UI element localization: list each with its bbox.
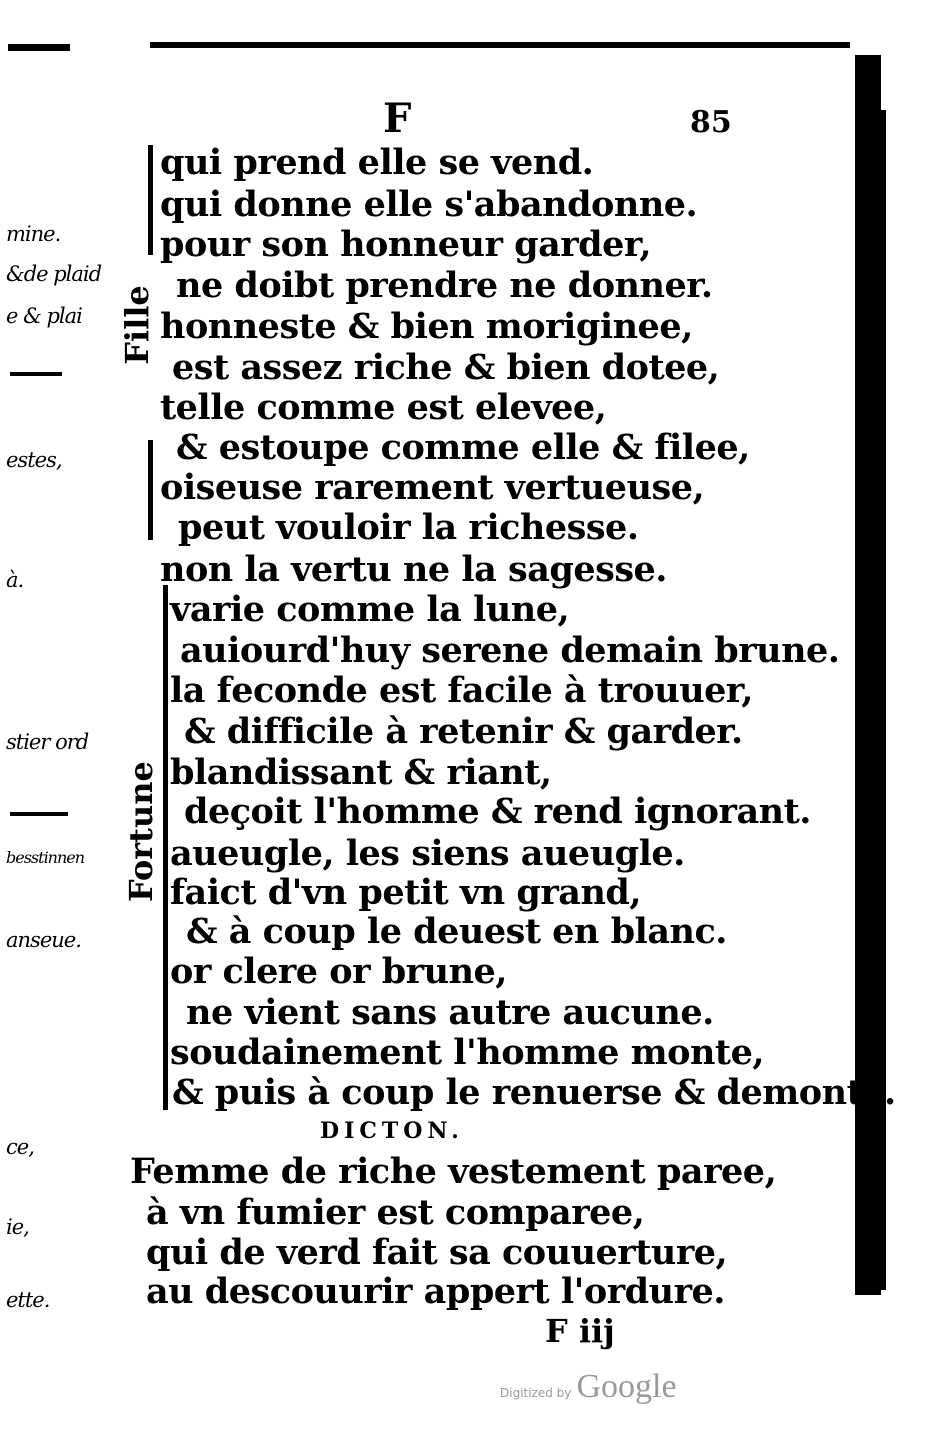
dicton-line: Femme de riche vestement paree, xyxy=(130,1151,777,1192)
left-margin-fragment: anseue. xyxy=(6,928,81,952)
scan-right-edge-inner xyxy=(880,110,886,1290)
verse-line: & estoupe comme elle & filee, xyxy=(176,427,750,468)
verse-line: deçoit l'homme & rend ignorant. xyxy=(184,791,811,832)
verse-line: honneste & bien moriginee, xyxy=(160,306,693,347)
verse-line: faict d'vn petit vn grand, xyxy=(170,872,642,913)
google-logo: Google xyxy=(576,1368,677,1405)
verse-line: la feconde est facile à trouuer, xyxy=(170,670,753,711)
page-number: 85 xyxy=(690,105,732,140)
dicton-line: au descouurir appert l'ordure. xyxy=(146,1271,725,1312)
bracket-fille-lower xyxy=(148,440,153,540)
verse-line: & à coup le deuest en blanc. xyxy=(186,911,727,952)
dicton-line: à vn fumier est comparee, xyxy=(146,1192,645,1233)
left-margin-fragment: ette. xyxy=(6,1288,50,1312)
bracket-fortune xyxy=(163,585,168,1110)
left-margin-fragment: besstinnen xyxy=(6,848,85,867)
digitized-by-watermark xyxy=(500,1368,677,1406)
page-top-rule xyxy=(150,42,850,48)
signature-mark: F iij xyxy=(545,1312,615,1350)
left-margin-fragment: &de plaid xyxy=(6,262,102,286)
verse-line: ne vient sans autre aucune. xyxy=(186,992,714,1033)
dicton-heading: DICTON. xyxy=(320,1118,464,1144)
digitized-by-text: Digitized by xyxy=(500,1386,572,1400)
scan-edge-rule xyxy=(8,44,70,51)
verse-line: pour son honneur garder, xyxy=(160,224,652,265)
bracket-fille-upper xyxy=(148,145,153,255)
verse-line: peut vouloir la richesse. xyxy=(178,507,639,548)
verse-line: & puis à coup le renuerse & demonte. xyxy=(172,1072,896,1113)
verse-line: blandissant & riant, xyxy=(170,752,552,793)
verse-line: soudainement l'homme monte, xyxy=(170,1032,765,1073)
verse-line: telle comme est elevee, xyxy=(160,387,607,428)
verse-line: ne doibt prendre ne donner. xyxy=(176,265,713,306)
left-margin-fragment: à. xyxy=(6,568,24,592)
side-label-fortune: Fortune xyxy=(122,761,160,902)
verse-line: qui donne elle s'abandonne. xyxy=(160,184,698,225)
left-margin-dash xyxy=(10,372,62,376)
verse-line: or clere or brune, xyxy=(170,951,507,992)
left-margin-fragment: e & plai xyxy=(6,304,82,328)
dicton-line: qui de verd fait sa couuerture, xyxy=(146,1232,728,1273)
left-margin-fragment: ce, xyxy=(6,1135,34,1159)
left-margin-fragment: ie, xyxy=(6,1215,29,1239)
left-margin-fragment: stier ord xyxy=(6,730,89,754)
verse-line: auiourd'huy serene demain brune. xyxy=(180,630,840,671)
verse-line: oiseuse rarement vertueuse, xyxy=(160,467,705,508)
side-label-fille: Fille xyxy=(118,285,156,365)
page-header-letter: F xyxy=(383,95,412,142)
left-margin-dash xyxy=(10,812,68,816)
verse-line: aueugle, les siens aueugle. xyxy=(170,833,685,874)
verse-line: varie comme la lune, xyxy=(170,589,570,630)
left-margin-fragment: estes, xyxy=(6,448,62,472)
verse-line: & difficile à retenir & garder. xyxy=(184,711,743,752)
verse-line: qui prend elle se vend. xyxy=(160,142,594,183)
left-margin-fragment: mine. xyxy=(6,222,61,246)
verse-line: non la vertu ne la sagesse. xyxy=(160,549,667,590)
verse-line: est assez riche & bien dotee, xyxy=(172,347,720,388)
